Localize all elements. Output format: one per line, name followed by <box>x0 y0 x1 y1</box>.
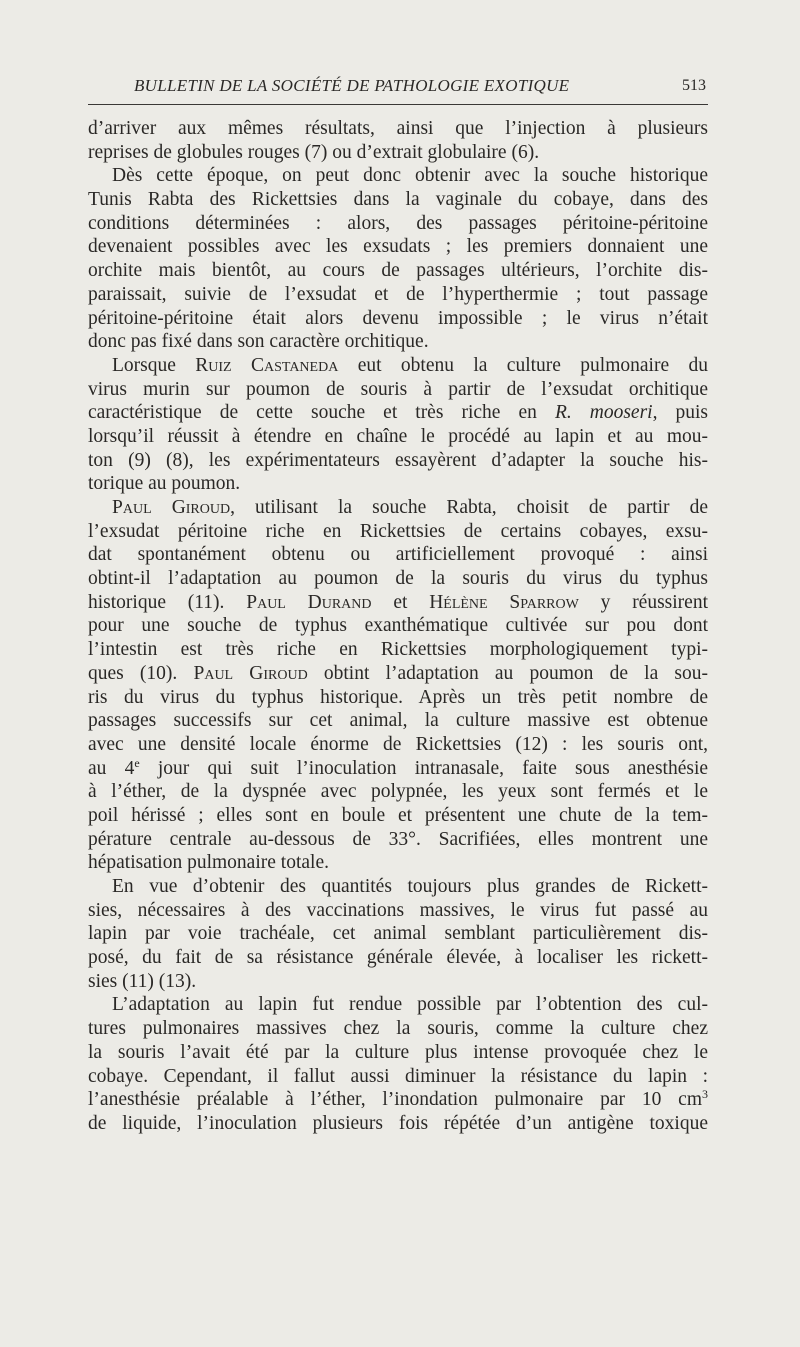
text-line: donc pas fixé dans son caractère orchitique. <box>88 331 429 353</box>
text-line <box>88 354 708 378</box>
text-line: ton (9) (8), les expérimentateurs essayèrent d’adapter la souche his- <box>88 449 708 471</box>
text-segment: y réussirent <box>600 591 708 613</box>
text-line <box>88 1088 708 1112</box>
text-line: péritoine-péritoine était alors devenu impossible ; le virus n’était <box>88 307 708 329</box>
text-line: tures pulmonaires massives chez la souris, comme la culture chez <box>88 1018 708 1040</box>
text-line <box>88 662 708 686</box>
text-line: devenaient possibles avec les exsudats ; les premiers donnaient une <box>88 236 708 258</box>
text-segment: eut obtenu la culture pulmonaire du <box>357 354 708 376</box>
text-line: orchite mais bientôt, au cours de passages ultérieurs, l’orchite dis- <box>88 260 708 282</box>
text-line: Tunis Rabta des Rickettsies dans la vaginale du cobaye, dans des <box>88 189 708 211</box>
text-line <box>88 496 708 520</box>
text-segment: caractéristique de cette souche et très riche en <box>88 402 537 424</box>
text-line: avec une densité locale énorme de Rickettsies (12) : les souris ont, <box>88 733 708 755</box>
text-line <box>88 401 708 425</box>
text-line: sies, nécessaires à des vaccinations massives, le virus fut passé au <box>88 899 708 921</box>
text-line: lapin par voie trachéale, cet animal semblant particulièrement dis- <box>88 923 708 945</box>
page-number: 513 <box>682 77 706 94</box>
text-segment: l’anesthésie préalable à l’éther, l’inondation pulmonaire par 10 cm <box>88 1089 702 1111</box>
header-rule <box>88 104 708 105</box>
superscript: 3 <box>702 1087 708 1102</box>
text-line: à l’éther, de la dyspnée avec polypnée, les yeux sont fermés et le <box>88 781 708 803</box>
author-name: Hélène Sparrow <box>429 591 579 613</box>
text-line: poil hérissé ; elles sont en boule et présentent une chute de la tem- <box>88 804 708 826</box>
text-segment: Lorsque <box>112 354 176 376</box>
text-segment: ques (10). <box>88 662 178 684</box>
author-name: Ruiz Castaneda <box>195 354 339 376</box>
text-line: passages successifs sur cet animal, la culture massive est obtenue <box>88 710 708 732</box>
text-line: de liquide, l’inoculation plusieurs fois répétée d’un antigène toxique <box>88 1112 708 1134</box>
text-line: En vue d’obtenir des quantités toujours plus grandes de Rickett- <box>112 876 708 897</box>
text-line: paraissait, suivie de l’exsudat et de l’hyperthermie ; tout passage <box>88 283 708 305</box>
text-line: reprises de globules rouges (7) ou d’extrait globulaire (6). <box>88 141 540 163</box>
text-line: la souris l’avait été par la culture plus intense provoquée chez le <box>88 1041 708 1063</box>
text-segment: obtint l’adaptation au poumon de la sou- <box>323 662 709 684</box>
running-head-title: BULLETIN DE LA SOCIÉTÉ DE PATHOLOGIE EXOTIQUE <box>134 76 570 95</box>
text-line: l’intestin est très riche en Rickettsies morphologiquement typi- <box>88 639 708 661</box>
text-segment: jour qui suit l’inoculation intranasale, faite sous anesthésie <box>157 757 709 779</box>
species-name: R. mooseri <box>554 402 653 424</box>
text-segment: au 4 <box>88 757 135 779</box>
text-segment: , puis <box>652 402 709 424</box>
text-line: lorsqu’il réussit à étendre en chaîne le procédé au lapin et au mou- <box>88 425 708 447</box>
running-header <box>92 76 706 100</box>
text-line: ris du virus du typhus historique. Après un très petit nombre de <box>88 686 708 708</box>
text-line: posé, du fait de sa résistance générale élevée, à localiser les rickett- <box>88 947 708 969</box>
text-line <box>88 757 708 781</box>
text-line: torique au poumon. <box>88 473 241 495</box>
text-line: obtint-il l’adaptation au poumon de la souris du virus du typhus <box>88 568 708 590</box>
text-line: sies (11) (13). <box>88 970 197 992</box>
text-line: pour une souche de typhus exanthématique cultivée sur pou dont <box>88 615 708 637</box>
text-line: L’adaptation au lapin fut rendue possible par l’obtention des cul- <box>112 994 708 1016</box>
text-line: cobaye. Cependant, il fallut aussi diminuer la résistance du lapin : <box>88 1065 708 1087</box>
text-segment: et <box>393 591 408 613</box>
text-line <box>88 591 708 615</box>
text-line: conditions déterminées : alors, des passages péritoine-péritoine <box>88 212 708 234</box>
text-segment: historique (11). <box>88 591 225 613</box>
text-line: l’exsudat péritoine riche en Rickettsies de certains cobayes, exsu- <box>88 520 708 542</box>
author-name: Paul Giroud <box>112 497 231 518</box>
text-line: pérature centrale au-dessous de 33°. Sacrifiées, elles montrent une <box>88 828 708 850</box>
text-line: Dès cette époque, on peut donc obtenir avec la souche historique <box>112 165 708 187</box>
text-line: d’arriver aux mêmes résultats, ainsi que l’injection à plusieurs <box>88 118 708 139</box>
body-text <box>88 117 708 1136</box>
text-line: virus murin sur poumon de souris à partir de l’exsudat orchitique <box>88 378 708 400</box>
superscript: e <box>134 755 140 770</box>
author-name: Paul Durand <box>246 591 372 613</box>
text-segment: , utilisant la souche Rabta, choisit de partir de <box>230 497 709 518</box>
author-name: Paul Giroud <box>193 662 308 684</box>
text-line: hépatisation pulmonaire totale. <box>88 852 329 874</box>
text-line: dat spontanément obtenu ou artificiellement provoqué : ainsi <box>88 544 708 566</box>
